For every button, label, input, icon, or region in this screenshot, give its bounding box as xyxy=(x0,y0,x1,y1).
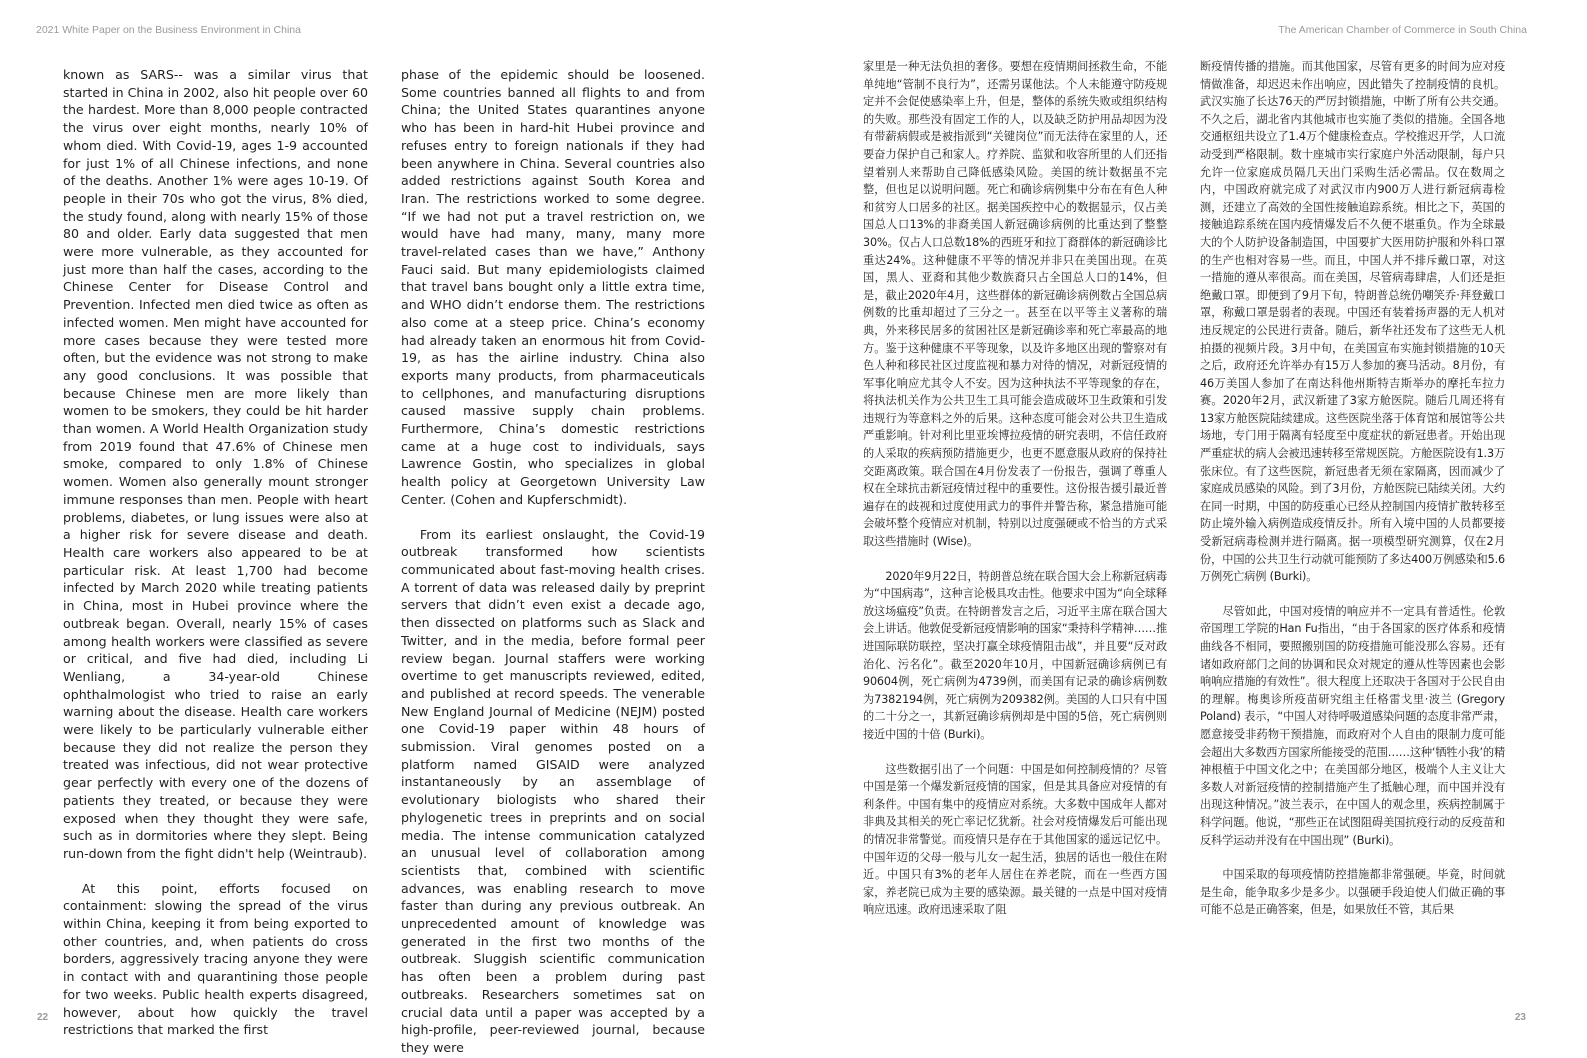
running-head-right: The American Chamber of Commerce in South China xyxy=(1278,24,1527,36)
paragraph: 中国采取的每项疫情防控措施都非常强硬。毕竟，时间就是生命，能争取多少是多少。以强硬手段迫使人们做正确的事可能不总是正确答案，但是，如果放任不管，其后果 xyxy=(1200,868,1505,917)
paragraph: 断疫情传播的措施。而其他国家，尽管有更多的时间为应对疫情做准备，却迟迟未作出响应，因此错失了控制疫情的良机。武汉实施了长达76天的严厉封锁措施，中断了所有公共交通。不久之后，湖北省内其他城市也实施了类似的措施。全国各地交通枢纽共设立了1.4万个健康检查点。学校推迟开学，人口流动受到严格限制。数十座城市实行家庭户外活动限制，每户只允许一位家庭成员隔几天出门采购生活必需品。仅在数周之内，中国政府就完成了对武汉市内900万人进行新冠病毒检测，还建立了高效的全国性接触追踪系统。相比之下，英国的接触追踪系统在国内疫情爆发后不久便不堪重负。作为全球最大的个人防护设备制造国，中国要扩大医用防护服和外科口罩的生产也相对容易一些。而且，中国人并不排斥戴口罩，对这一措施的遵从率很高。而在美国，尽管病毒肆虐，人们还是拒绝戴口罩。即便到了9月下旬，特朗普总统仍嘲笑乔·拜登戴口罩，称戴口罩是弱者的表现。中国还有装着扬声器的无人机对违反规定的公民进行责备。随后，新华社还发布了这些无人机拍摄的视频片段。3月中旬，在美国宣布实施封锁措施的10天之后，政府还允许举办有15万人参加的赛马活动。8月份，有46万美国人参加了在南达科他州斯特吉斯举办的摩托车拉力赛。2020年2月，武汉新建了3家方舱医院。随后几周还将有13家方舱医院陆续建成。这些医院坐落于体育馆和展馆等公共场地，专门用于隔离有轻度至中度症状的新冠患者。开始出现严重症状的病人会被迅速转移至常规医院。方舱医院设有1.3万张床位。有了这些医院，新冠患者无须在家隔离，因而减少了家庭成员感染的风险。到了3月份，方舱医院已陆续关闭。大约在同一时期，中国的防疫重心已经从控制国内疫情扩散转移至防止境外输入病例造成疫情反扑。所有入境中国的人员都要接受新冠病毒检测并进行隔离。据一项模型研究测算，仅在2月份，中国的公共卫生行动就可能预防了多达400万例感染和5.6万例死亡病例 (Burki)。 xyxy=(1200,60,1505,584)
page-number-right: 23 xyxy=(1514,1012,1526,1023)
left-page-column-1 xyxy=(63,66,368,1039)
spread-gutter xyxy=(793,0,794,1058)
paragraph: 2020年9月22日，特朗普总统在联合国大会上称新冠病毒为“中国病毒”，这种言论极具攻击性。他要求中国为“向全球释放这场瘟疫”负责。在特朗普发言之后，习近平主席在联合国大会上讲话。他敦促受新冠疫情影响的国家“秉持科学精神……推进国际联防联控，坚决打赢全球疫情阻击战”，并且要“反对政治化、污名化”。截至2020年10月，中国新冠确诊病例已有90604例，死亡病例为4739例，而美国有记录的确诊病例数为7382194例，死亡病例为209382例。美国的人口只有中国的二十分之一，其新冠确诊病例却是中国的5倍，死亡病例则接近中国的十倍 (Burki)。 xyxy=(863,569,1167,741)
paragraph: From its earliest onslaught, the Covid-19 outbreak transformed how scientists communicated about fast-moving health crises. A torrent of data was released daily by preprint servers that didn’t even exist a decade ago, then dissected on platforms such as Slack and Twitter, and in the media, before formal peer review began. Journal staffers were working overtime to get manuscripts reviewed, edited, and published at record speeds. The venerable New England Journal of Medicine (NEJM) posted one Covid-19 paper within 48 hours of submission. Viral genomes posted on a platform named GISAID were analyzed instantaneously by an assemblage of evolutionary biologists who shared their phylogenetic trees in preprints and on social media. The intense communication catalyzed an unusual level of collaboration among scientists that, combined with scientific advances, was enabling research to move faster than during any previous outbreak. An unprecedented amount of knowledge was generated in the first two months of the outbreak. Sluggish scientific communication has often been a problem during past outbreaks. Researchers sometimes sat on crucial data until a paper was accepted by a high-profile, peer-reviewed journal, because they were xyxy=(401,526,705,1055)
paragraph: phase of the epidemic should be loosened. Some countries banned all flights to and from China; the United States quarantines anyone who has been in hard-hit Hubei province and refuses entry to foreign nationals if they had been anywhere in China. Several countries also added restrictions against South Korea and Iran. The restrictions worked to some degree. “If we had not put a travel restriction on, we would have had many, many, many more travel-related cases than we have,” Anthony Fauci said. But many epidemiologists claimed that travel bans bought only a little extra time, and WHO didn’t endorse them. The restrictions also come at a steep price. China’s economy had already taken an enormous hit from Covid-19, as has the airline industry. China also exports many products, from pharmaceuticals to cellphones, and manufacturing disruptions caused massive supply chain problems. Furthermore, China’s domestic restrictions came at a huge cost to individuals, says Lawrence Gostin, who specializes in global health policy at Georgetown University Law Center. (Cohen and Kupferschmidt). xyxy=(401,67,705,507)
paragraph: 尽管如此，中国对疫情的响应并不一定具有普适性。伦敦帝国理工学院的Han Fu指出，“由于各国家的医疗体系和疫情曲线各不相同，要照搬别国的防疫措施可能没那么容易。还有诸如政府部门之间的协调和民众对规定的遵从性等因素也会影响响应措施的有效性”。很大程度上还取决于各国对于公民自由的理解。梅奥诊所疫苗研究组主任格雷戈里·波兰 (Gregory Poland) 表示，“中国人对待呼吸道感染问题的态度非常严肃，愿意接受非药物干预措施，而政府对个人自由的限制力度可能会超出大多数西方国家所能接受的范围……这种‘牺牲小我’的精神根植于中国文化之中；在美国部分地区，极端个人主义让大多数人对新冠疫情的控制措施产生了抵触心理，而中国并没有出现这种情况。”波兰表示，在中国人的观念里，疾病控制属于科学问题。他说，“那些正在试图阻碍美国抗疫行动的反疫苗和反科学运动并没有在中国出现” (Burki)。 xyxy=(1200,604,1505,847)
right-page-column-1 xyxy=(863,58,1167,919)
paragraph: 这些数据引出了一个问题：中国是如何控制疫情的？尽管中国是第一个爆发新冠疫情的国家，但是其具备应对疫情的有利条件。中国有集中的疫情应对系统。大多数中国成年人都对非典及其相关的死亡率记忆犹新。社会对疫情爆发后可能出现的情况非常警觉。而疫情只是存在于其他国家的遥远记忆中。中国年迈的父母一般与儿女一起生活，独居的话也一般住在附近。中国只有3%的老年人居住在养老院，而在一些西方国家，养老院已成为主要的感染源。最关键的一点是中国对疫情响应迅速。政府迅速采取了阻 xyxy=(863,762,1167,917)
right-page-column-2 xyxy=(1200,58,1505,919)
left-page-column-2 xyxy=(401,66,705,1057)
running-head-left: 2021 White Paper on the Business Environment in China xyxy=(36,24,301,36)
paragraph: known as SARS-- was a similar virus that started in China in 2002, also hit people over 60 the hardest. More than 8,000 people contracted the virus over eight months, nearly 10% of whom died. With Covid-19, ages 1-9 accounted for just 1% of all Chinese infections, and none of the deaths. Another 1% were ages 10-19. Of people in their 70s who got the virus, 8% died, the study found, along with nearly 15% of those 80 and older. Early data suggested that men were more vulnerable, as they accounted for just more than half the cases, according to the Chinese Center for Disease Control and Prevention. Infected men died twice as often as infected women. Men might have accounted for more cases because they were tested more often, but the evidence was not strong to make any good conclusions. It was possible that because Chinese men are more likely than women to be smokers, they could be hit harder than women. A World Health Organization study from 2019 found that 47.6% of Chinese men smoke, compared to only 1.8% of Chinese women. Women also generally mount stronger immune responses than men. People with heart problems, diabetes, or lung issues were also at a higher risk for severe disease and death. Health care workers also appeared to be at particular risk. At least 1,700 had become infected by March 2020 while treating patients in China, most in Hubei province where the outbreak began. Overall, nearly 15% of cases among health workers were classified as severe or critical, and five had died, including Li Wenliang, a 34-year-old Chinese ophthalmologist who tried to raise an early warning about the disease. Health care workers were likely to be particularly vulnerable either because they did not realize the person they treated was infectious, did not wear protective gear perfectly with every one of the dozens of patients they treated, or because they were exposed when they thought they were safe, such as in dormitories where they slept. Being run-down from the fight didn't help (Weintraub). xyxy=(63,67,368,861)
paragraph: 家里是一种无法负担的奢侈。要想在疫情期间拯救生命，不能单纯地“管制不良行为”，还需另谋他法。个人未能遵守防疫规定并不会促使感染率上升，但是，整体的系统失败或组织结构的失败。那些没有固定工作的人，以及缺乏防护用品却因为没有带薪病假或是被指派到“关键岗位”而无法待在家里的人，还要奋力保护自己和家人。疗养院、监狱和收容所里的人们还指望着别人来帮助自己降低感染风险。美国的统计数据虽不完整，但也足以说明问题。死亡和确诊病例集中分布在有色人种和贫穷人口居多的社区。据美国疾控中心的数据显示，仅占美国总人口13%的非裔美国人新冠确诊病例的比重达到了整整30%。仅占人口总数18%的西班牙和拉丁裔群体的新冠确诊比重达24%。这种健康不平等的情况并非只在美国出现。在英国，黑人、亚裔和其他少数族裔只占全国总人口的14%，但是，截止2020年4月，这些群体的新冠确诊病例数占全国总病例数的比重却超过了三分之一。甚至在以平等主义著称的瑞典，外来移民居多的贫困社区是新冠确诊率和死亡率最高的地方。鉴于这种健康不平等现象，以及许多地区出现的警察对有色人种和移民社区过度监视和暴力对待的情况，对新冠疫情的军事化响应尤其令人不安。因为这种执法不平等现象的存在，将执法机关作为公共卫生工具可能会造成破坏卫生政策和引发违规行为等意料之外的后果。这种态度可能会对公共卫生造成严重影响。针对利比里亚埃博拉疫情的研究表明，不信任政府的人采取的疾病预防措施更少，也更不愿意服从政府的保持社交距离政策。联合国在4月份发表了一份报告，强调了尊重人权在全球抗击新冠疫情过程中的重要性。这份报告援引最近普遍存在的歧视和过度使用武力的事件并警告称，紧急措施可能会破坏整个疫情应对机制，特别以过度强硬或不恰当的方式采取这些措施时 (Wise)。 xyxy=(863,60,1167,549)
paragraph: At this point, efforts focused on containment: slowing the spread of the virus within China, keeping it from being exported to other countries, and, when patients do cross borders, aggressively tracing anyone they were in contact with and quarantining those people for two weeks. Public health experts disagreed, however, about how quickly the travel restrictions that marked the first xyxy=(63,880,368,1038)
page-number-left: 22 xyxy=(37,1012,49,1023)
